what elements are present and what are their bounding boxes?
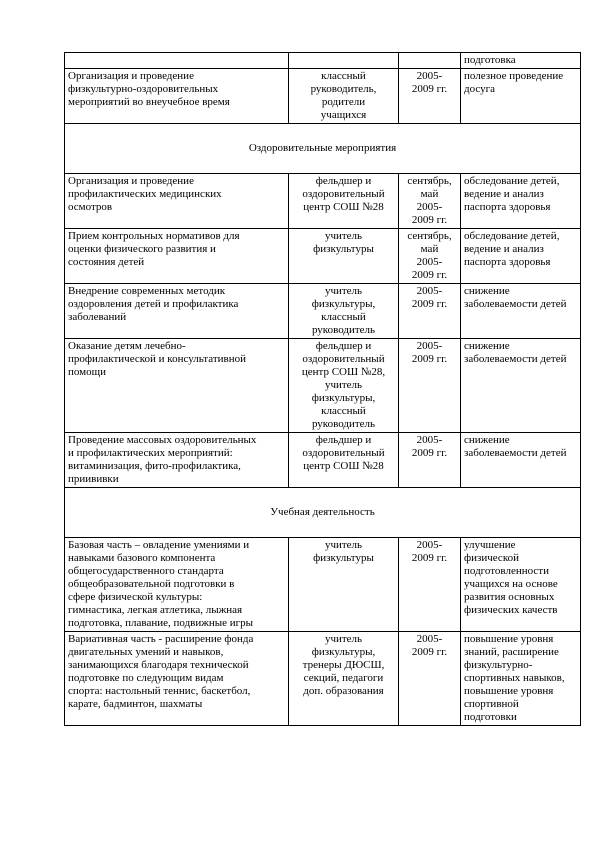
result-cell: полезное проведение досуга [461, 69, 581, 124]
document-page [64, 52, 572, 726]
result-cell: повышение уровня знаний, расширение физкультурно- спортивных навыков, повышение уровня спортивной подготовки [461, 632, 581, 726]
responsible-cell: учитель физкультуры [289, 538, 399, 632]
result-cell: снижение заболеваемости детей [461, 433, 581, 488]
activity-cell: Проведение массовых оздоровительных и профилактических мероприятий: витаминизация, фито-профилактика, приививки [65, 433, 289, 488]
responsible-cell: фельдшер и оздоровительный центр СОШ №28, учитель физкультуры, классный руководитель [289, 339, 399, 433]
result-cell: подготовка [461, 53, 581, 69]
table-row [65, 632, 581, 726]
period-cell: 2005- 2009 гг. [399, 538, 461, 632]
activity-cell [65, 53, 289, 69]
activity-cell: Оказание детям лечебно- профилактической и консультативной помощи [65, 339, 289, 433]
table-row [65, 284, 581, 339]
responsible-cell: учитель физкультуры, классный руководитель [289, 284, 399, 339]
result-cell: снижение заболеваемости детей [461, 284, 581, 339]
section-title-study: Учебная деятельность [65, 488, 581, 538]
table-row [65, 174, 581, 229]
activity-cell: Вариативная часть - расширение фонда двигательных умений и навыков, занимающихся благодаря технической подготовке по следующим видам спорта: настольный теннис, баскетбол, карате, бадминтон, шахматы [65, 632, 289, 726]
responsible-cell: фельдшер и оздоровительный центр СОШ №28 [289, 174, 399, 229]
table-row [65, 538, 581, 632]
period-cell: 2005- 2009 гг. [399, 284, 461, 339]
activity-cell: Организация и проведение профилактических медицинских осмотров [65, 174, 289, 229]
responsible-cell: фельдшер и оздоровительный центр СОШ №28 [289, 433, 399, 488]
period-cell: сентябрь, май 2005- 2009 гг. [399, 174, 461, 229]
period-cell [399, 53, 461, 69]
section-title-health: Оздоровительные мероприятия [65, 124, 581, 174]
table-row [65, 69, 581, 124]
period-cell: 2005- 2009 гг. [399, 433, 461, 488]
activity-cell: Прием контрольных нормативов для оценки физического развития и состояния детей [65, 229, 289, 284]
result-cell: снижение заболеваемости детей [461, 339, 581, 433]
responsible-cell: классный руководитель, родители учащихся [289, 69, 399, 124]
result-cell: обследование детей, ведение и анализ паспорта здоровья [461, 174, 581, 229]
result-cell: улучшение физической подготовленности учащихся на основе развития основных физических качеств [461, 538, 581, 632]
period-cell: 2005- 2009 гг. [399, 632, 461, 726]
table-row [65, 229, 581, 284]
responsible-cell: учитель физкультуры, тренеры ДЮСШ, секций, педагоги доп. образования [289, 632, 399, 726]
period-cell: 2005- 2009 гг. [399, 69, 461, 124]
table-row [65, 53, 581, 69]
activity-cell: Организация и проведение физкультурно-оздоровительных мероприятий во внеучебное время [65, 69, 289, 124]
activity-cell: Внедрение современных методик оздоровления детей и профилактика заболеваний [65, 284, 289, 339]
section-row [65, 488, 581, 538]
table-row [65, 339, 581, 433]
plan-table [64, 52, 581, 726]
section-row [65, 124, 581, 174]
responsible-cell: учитель физкультуры [289, 229, 399, 284]
activity-cell: Базовая часть – овладение умениями и навыками базового компонента общегосударственного стандарта общеобразовательной подготовки в сфере физической культуры: гимнастика, легкая атлетика, лыжная подготовка, плавание, подвижные игры [65, 538, 289, 632]
result-cell: обследование детей, ведение и анализ паспорта здоровья [461, 229, 581, 284]
period-cell: сентябрь, май 2005- 2009 гг. [399, 229, 461, 284]
table-row [65, 433, 581, 488]
period-cell: 2005- 2009 гг. [399, 339, 461, 433]
responsible-cell [289, 53, 399, 69]
